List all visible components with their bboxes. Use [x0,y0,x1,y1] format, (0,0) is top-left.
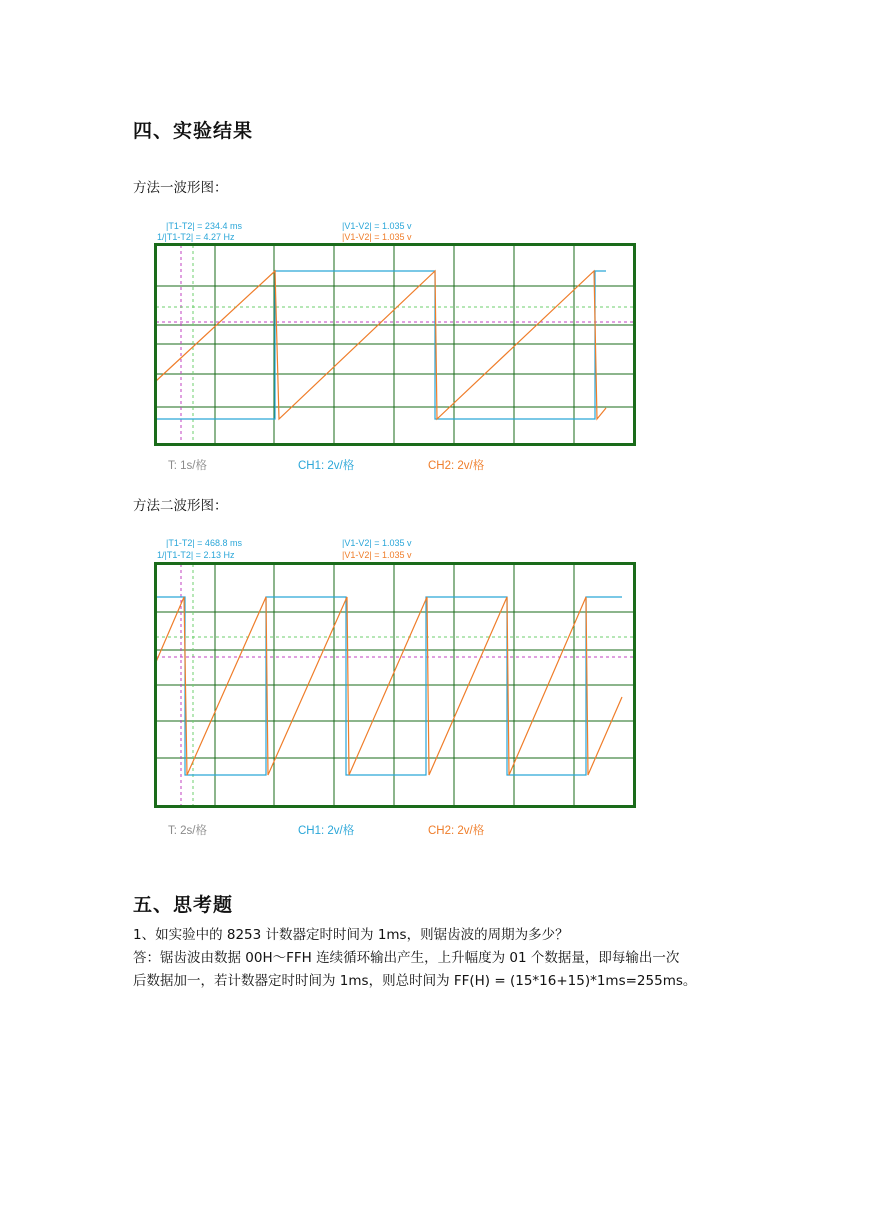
section-title-results: 四、实验结果 [133,120,254,142]
scope2-dv-readout-ch2: |V1-V2| = 1.035 v [342,550,412,560]
scope2-dv-readout-ch1: |V1-V2| = 1.035 v [342,538,412,548]
scope1-ch1-scale: CH1: 2v/格 [298,460,355,472]
scope1-dt-readout: |T1-T2| = 234.4 ms [166,221,242,231]
scope2-plot [154,562,636,808]
scope1-ch1-square-wave [156,271,606,419]
question-text: 1、如实验中的 8253 计数器定时时间为 1ms，则锯齿波的周期为多少？ [133,927,569,943]
method1-caption: 方法一波形图： [133,180,228,196]
scope1-plot [154,243,636,446]
scope2-timebase: T: 2s/格 [168,825,207,837]
scope1-grid [156,245,634,444]
answer-line-2: 后数据加一，若计数器定时时间为 1ms，则总时间为 FF(H) = (15*16+15)*1ms=255ms。 [133,973,697,989]
scope2-ch1-scale: CH1: 2v/格 [298,825,355,837]
scope2-dt-readout: |T1-T2| = 468.8 ms [166,538,242,548]
section-title-questions: 五、思考题 [133,894,234,916]
scope1-ch2-sawtooth-wave [156,271,606,419]
scope2-grid [156,564,634,806]
answer-line-1: 答：锯齿波由数据 00H～FFH 连续循环输出产生，上升幅度为 01 个数据量，即每输出一次 [133,950,680,966]
scope2-freq-readout: 1/|T1-T2| = 2.13 Hz [157,550,235,560]
scope2-ch2-scale: CH2: 2v/格 [428,825,485,837]
scope1-freq-readout: 1/|T1-T2| = 4.27 Hz [157,232,235,242]
scope1-ch2-scale: CH2: 2v/格 [428,460,485,472]
scope2-ch2-sawtooth-wave [156,597,622,775]
method2-caption: 方法二波形图： [133,498,228,514]
scope1-dv-readout-ch2: |V1-V2| = 1.035 v [342,232,412,242]
scope1-timebase: T: 1s/格 [168,460,207,472]
scope1-dv-readout-ch1: |V1-V2| = 1.035 v [342,221,412,231]
